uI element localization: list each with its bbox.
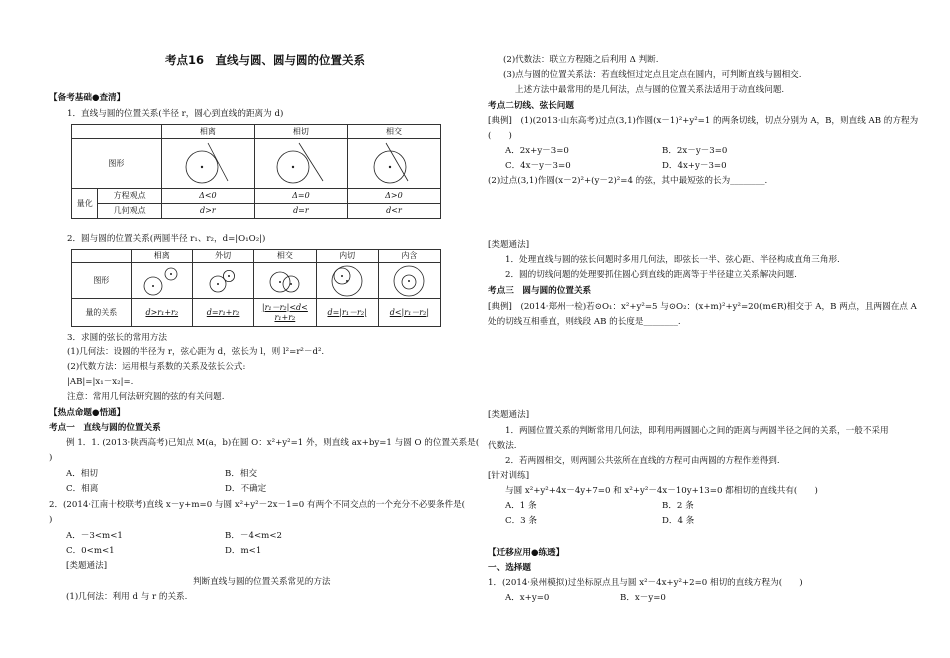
t2-quant-label: 量的关系: [72, 299, 132, 327]
kp1-heading: 考点一 直线与圆的位置关系: [49, 423, 161, 433]
t1-fig-separate: [161, 139, 254, 189]
example3-text: [典例] (1)(2013·山东高考)过点(3,1)作圆(x－1)²+y²=1 的两条切线，切点分别为 A，B，则直线 AB 的方程为: [488, 116, 919, 126]
kp2-heading: 考点二切线、弦长问题: [488, 101, 574, 111]
circles-external-tangent-figure: [198, 264, 248, 298]
section-header-basics: 【备考基础●查清】: [49, 93, 126, 103]
geometric-method-text: (1)几何法：利用 d 与 r 的关系.: [66, 592, 188, 602]
t2-fig-external: [192, 263, 253, 299]
ex2-option-a: A．－3<m<1: [66, 531, 123, 541]
item1-text: 1．直线与圆的位置关系(半径 r，圆心到直线的距离为 d): [67, 109, 284, 119]
circles-internal-tangent-figure: [322, 264, 372, 298]
line-circle-table: [71, 124, 441, 219]
chord-note-2: 2．圆的切线问题的处理要抓住圆心到直线的距离等于半径建立关系解决问题.: [505, 270, 797, 280]
circle-circle-table: [71, 249, 441, 327]
circles-intersect-figure: [260, 264, 310, 298]
q1-option-b: B．x－y=0: [620, 593, 666, 603]
circle-line-separate-figure: [178, 141, 238, 187]
question1-text: 1．(2014·泉州模拟)过坐标原点且与圆 x²－4x+y²+2=0 相切的直线方程为( ): [488, 578, 803, 588]
circle-note-1: 1．两圆位置关系的判断常用几何法，即利用两圆圆心之间的距离与两圆半径之间的关系，一般不采用: [505, 426, 889, 436]
t2-val-intersect-2: r₁+r₂: [274, 312, 296, 322]
t2-val-intersect-1: |r₁－r₂|<d<: [261, 302, 308, 312]
lei-heading-right-1: [类题通法]: [488, 240, 530, 250]
t1-col-tangent: 相切: [254, 125, 347, 139]
page-title: 考点16 直线与圆、圆与圆的位置关系: [165, 53, 366, 67]
t1-geo-label: 几何观点: [98, 204, 161, 219]
t2-col-external-tangent: 外切: [192, 250, 253, 263]
t2-fig-separate: [131, 263, 192, 299]
note-text: 注意：常用几何法研究圆的弦的有关问题.: [67, 392, 225, 402]
ex2-option-b: B．－4<m<2: [225, 531, 282, 541]
choice-section-heading: 一、选择题: [488, 563, 531, 573]
t1-col-separate: 相离: [161, 125, 254, 139]
method1-text: (1)几何法：设圆的半径为 r，弦心距为 d，弦长为 l，则 l²=r²－d².: [67, 347, 325, 357]
ex1-option-a: A．相切: [66, 469, 98, 479]
t2-col-contained: 内含: [378, 250, 440, 263]
t2-col-intersect: 相交: [254, 250, 316, 263]
example3-paren: ( ): [488, 131, 512, 141]
circle-note-2: 2．若两圆相交，则两圆公共弦所在直线的方程可由两圆的方程作差得到.: [505, 456, 780, 466]
example2-paren: ): [49, 515, 53, 525]
t2-col-separate: 相离: [131, 250, 192, 263]
item2-text: 2．圆与圆的位置关系(两圆半径 r₁、r₂，d=|O₁O₂|): [67, 234, 266, 244]
training-option-d: D．4 条: [662, 516, 695, 526]
circles-contained-figure: [384, 264, 434, 298]
circles-separate-figure: [137, 264, 187, 298]
t2-fig-intersect: [254, 263, 316, 299]
lei-heading-left: [类题通法]: [66, 561, 108, 571]
ex1-option-b: B．相交: [225, 469, 258, 479]
example3-part2: (2)过点(3,1)作圆(x－2)²+(y－2)²=4 的弦，其中最短弦的长为________.: [488, 176, 768, 186]
t2-col-internal-tangent: 内切: [316, 250, 378, 263]
t1-geo-tangent: d=r: [254, 204, 347, 219]
t1-geo-separate: d>r: [161, 204, 254, 219]
section-header-hot: 【热点命题●悟通】: [49, 408, 126, 418]
example2-text: 2．(2014·江南十校联考)直线 x－y+m=0 与圆 x²+y²－2x－1=0 有两个不同交点的一个充分不必要条件是(: [49, 500, 466, 510]
chord-note-1: 1．处理直线与圆的弦长问题时多用几何法，即弦长一半、弦心距、半径构成直角三角形.: [505, 255, 840, 265]
example1-paren: ): [49, 453, 53, 463]
ex1-option-d: D．不确定: [225, 484, 267, 494]
kp3-heading: 考点三 圆与圆的位置关系: [488, 286, 592, 296]
t1-eq-intersect: Δ>0: [347, 189, 440, 204]
example4-text: [典例] (2014·郑州一检)若⊙O₁：x²+y²=5 与⊙O₂：(x+m)²+y²=20(m∈R)相交于 A，B 两点，且两圆在点 A: [488, 302, 917, 312]
ex2-option-d: D．m<1: [225, 546, 262, 556]
t2-fig-label: 图形: [72, 263, 132, 299]
t1-eq-tangent: Δ=0: [254, 189, 347, 204]
algebraic-method-text: (2)代数法：联立方程随之后利用 Δ 判断.: [503, 55, 659, 65]
method3-text: |AB|=|x₁－x₂|=.: [67, 377, 134, 387]
t1-geo-intersect: d<r: [347, 204, 440, 219]
circle-note-1b: 代数法.: [488, 441, 517, 451]
ex1-option-c: C．相离: [66, 484, 99, 494]
method2-text: (2)代数方法：运用根与系数的关系及弦长公式:: [67, 362, 246, 372]
q1-option-a: A．x+y=0: [505, 593, 550, 603]
t1-fig-intersect: [347, 139, 440, 189]
ex2-option-c: C．0<m<1: [66, 546, 115, 556]
t1-fig-tangent: [254, 139, 347, 189]
t1-eq-separate: Δ<0: [161, 189, 254, 204]
t1-col-intersect: 相交: [347, 125, 440, 139]
t1-fig-label: 图形: [72, 139, 162, 189]
example1-text: 例 1．1. (2013·陕西高考)已知点 M(a，b)在圆 O：x²+y²=1 外，则直线 ax+by=1 与圆 O 的位置关系是(: [66, 438, 480, 448]
ex3-option-c: C．4x－y－3=0: [505, 161, 571, 171]
lei-heading-right-2: [类题通法]: [488, 410, 530, 420]
item3-text: 3．求圆的弦长的常用方法: [67, 333, 167, 343]
circle-line-tangent-figure: [271, 141, 331, 187]
t2-val-separate: d>r₁+r₂: [145, 307, 179, 317]
section-header-move: 【迁移应用●练透】: [488, 548, 565, 558]
t1-eq-label: 方程观点: [98, 189, 161, 204]
ex3-option-a: A．2x+y－3=0: [505, 146, 569, 156]
ex3-option-b: B．2x－y－3=0: [662, 146, 728, 156]
summary-text: 上述方法中最常用的是几何法，点与圆的位置关系法适用于动直线问题.: [515, 85, 785, 95]
t2-fig-internal: [316, 263, 378, 299]
t1-quant-label: 量化: [72, 189, 98, 219]
methods-center-title: 判断直线与圆的位置关系常见的方法: [193, 577, 331, 587]
training-heading: [针对训练]: [488, 471, 530, 481]
ex3-option-d: D．4x+y－3=0: [662, 161, 727, 171]
t2-fig-contained: [378, 263, 440, 299]
training-option-c: C．3 条: [505, 516, 537, 526]
circle-line-intersect-figure: [364, 141, 424, 187]
training-option-a: A．1 条: [505, 501, 537, 511]
training-option-b: B．2 条: [662, 501, 694, 511]
training-question: 与圆 x²+y²+4x－4y+7=0 和 x²+y²－4x－10y+13=0 都相切的直线共有( ): [505, 486, 818, 496]
point-method-text: (3)点与圆的位置关系法：若直线恒过定点且定点在圆内，可判断直线与圆相交.: [503, 70, 802, 80]
t2-val-external: d=r₁+r₂: [206, 307, 240, 317]
example4-text-2: 处的切线互相垂直，则线段 AB 的长度是________.: [488, 317, 681, 327]
t2-val-internal: d=|r₁－r₂|: [327, 307, 367, 317]
t2-val-contained: d<|r₁－r₂|: [389, 307, 430, 317]
